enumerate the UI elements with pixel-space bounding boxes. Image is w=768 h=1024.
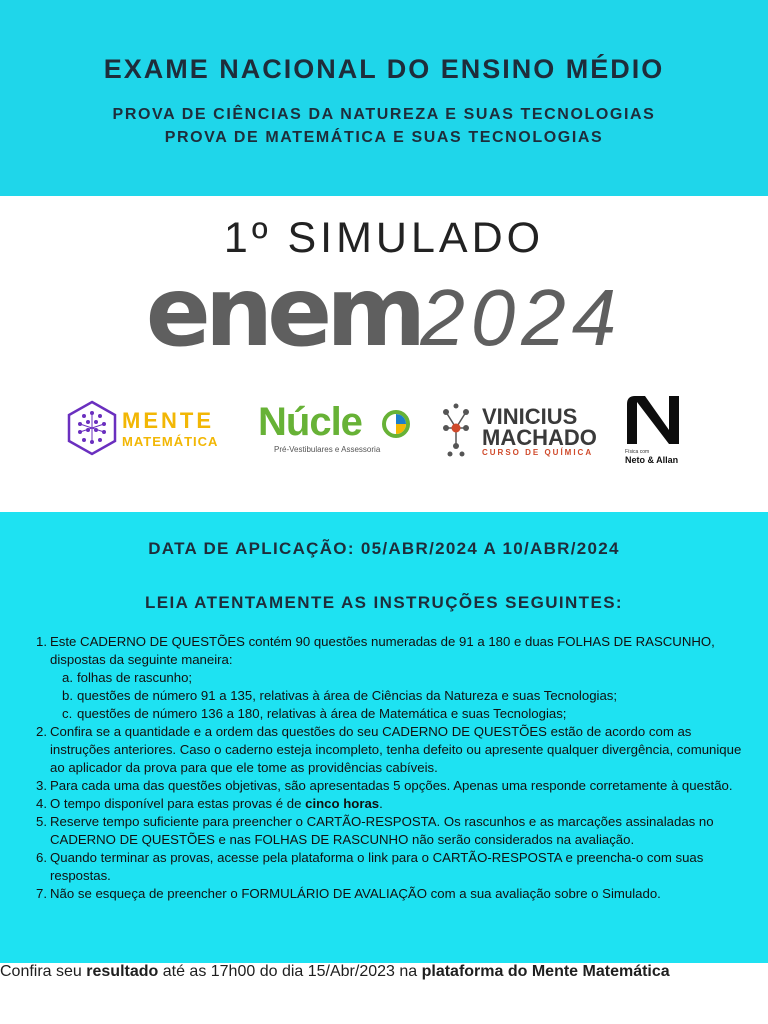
item-number: 6. (36, 850, 47, 865)
mente-label: MENTE (122, 408, 214, 433)
notice-bold-platform: plataforma do Mente Matemática (421, 963, 670, 980)
neto-allan-label: Neto & Allan (625, 455, 679, 465)
list-item (36, 795, 744, 813)
sub-letter: b. (62, 688, 73, 703)
item-number: 2. (36, 724, 47, 739)
item-text: Reserve tempo suficiente para preencher o CARTÃO-RESPOSTA. Os rascunhos e as marcações assinaladas no CADERNO DE QUESTÕES e nas FOLHAS DE RASCUNHO não serão considerados na avaliação. (50, 814, 714, 847)
nucleo-wordmark: Núcle (258, 400, 362, 444)
item-text: Não se esqueça de preencher o FORMULÁRIO DE AVALIAÇÃO com a sua avaliação sobre o Simulado. (50, 886, 661, 901)
exam-title: EXAME NACIONAL DO ENSINO MÉDIO (103, 54, 665, 84)
vinicius-machado-logo (438, 398, 598, 460)
nucleo-tagline: Pré-Vestibulares e Assessoria (274, 445, 381, 454)
curso-quimica-label: CURSO DE QUÍMICA (482, 448, 594, 457)
notice-bold-result: resultado (86, 963, 159, 980)
notice-text: Confira seu (0, 963, 87, 980)
item-text-bold: cinco horas (305, 796, 380, 811)
item-text: Este CADERNO DE QUESTÕES contém 90 questões numeradas de 91 a 180 e duas FOLHAS DE RASCUNHO, dispostas da seguinte maneira: (50, 634, 715, 667)
matematica-label: MATEMÁTICA (122, 434, 219, 449)
molecule-icon (438, 400, 474, 460)
enem-year: 2024 (420, 273, 623, 362)
nucleo-circle-icon (382, 410, 410, 438)
result-notice (0, 963, 768, 981)
item-text: Para cada uma das questões objetivas, são apresentadas 5 opções. Apenas uma responde corretamente à questão. (50, 778, 733, 793)
sub-item (50, 687, 744, 705)
list-item (36, 813, 744, 849)
nucleo-logo (256, 400, 416, 460)
mente-matematica-logo (66, 398, 231, 458)
machado-label: MACHADO (482, 425, 597, 450)
item-text: Quando terminar as provas, acesse pela plataforma o link para o CARTÃO-RESPOSTA e preencha-o com suas respostas. (50, 850, 704, 883)
list-item (36, 723, 744, 777)
item-text-end: . (379, 796, 383, 811)
sub-item (50, 705, 744, 723)
item-number: 1. (36, 634, 47, 649)
enem-wordmark: enem (145, 256, 421, 368)
hexagon-brain-icon (66, 400, 118, 456)
notice-text: até as 17h00 do dia 15/Abr/2023 na (158, 963, 422, 980)
neto-allan-logo (622, 394, 684, 468)
item-text: Confira se a quantidade e a ordem das questões do seu CADERNO DE QUESTÕES estão de acordo com as instruções anteriores. Caso o caderno esteja incompleto, tenha defeito ou apresente qualquer divergência, comunique ao aplicador da prova para que ele tome as providências cabíveis. (50, 724, 742, 775)
subtitle-natureza: PROVA DE CIÊNCIAS DA NATUREZA E SUAS TECNOLOGIAS (112, 106, 656, 123)
item-number: 5. (36, 814, 47, 829)
vinicius-label: VINICIUS (482, 404, 578, 429)
item-number: 4. (36, 796, 47, 811)
application-date: DATA DE APLICAÇÃO: 05/ABR/2024 A 10/ABR/2024 (148, 539, 620, 558)
item-number: 3. (36, 778, 47, 793)
instructions-heading: LEIA ATENTAMENTE AS INSTRUÇÕES SEGUINTES: (144, 593, 623, 612)
enem-logo (0, 256, 768, 368)
sub-letter: c. (62, 706, 73, 721)
sub-text: questões de número 136 a 180, relativas à área de Matemática e suas Tecnologias; (77, 706, 567, 721)
instructions-list (36, 633, 744, 903)
sub-item (50, 669, 744, 687)
subtitle-matematica: PROVA DE MATEMÁTICA E SUAS TECNOLOGIAS (164, 129, 604, 146)
header-band (0, 0, 768, 196)
list-item (36, 885, 744, 903)
item-number: 7. (36, 886, 47, 901)
n-letter-icon (625, 394, 681, 446)
sub-text: folhas de rascunho; (77, 670, 193, 685)
sub-text: questões de número 91 a 135, relativas à área de Ciências da Natureza e suas Tecnologias; (77, 688, 618, 703)
sub-letter: a. (62, 670, 73, 685)
simulado-title: 1º SIMULADO (223, 214, 545, 262)
list-item (36, 777, 744, 795)
item-text: O tempo disponível para estas provas é de (50, 796, 306, 811)
list-item (36, 633, 744, 723)
list-item (36, 849, 744, 885)
fisica-com-label: Física com (625, 449, 650, 455)
partner-logos (0, 394, 768, 472)
